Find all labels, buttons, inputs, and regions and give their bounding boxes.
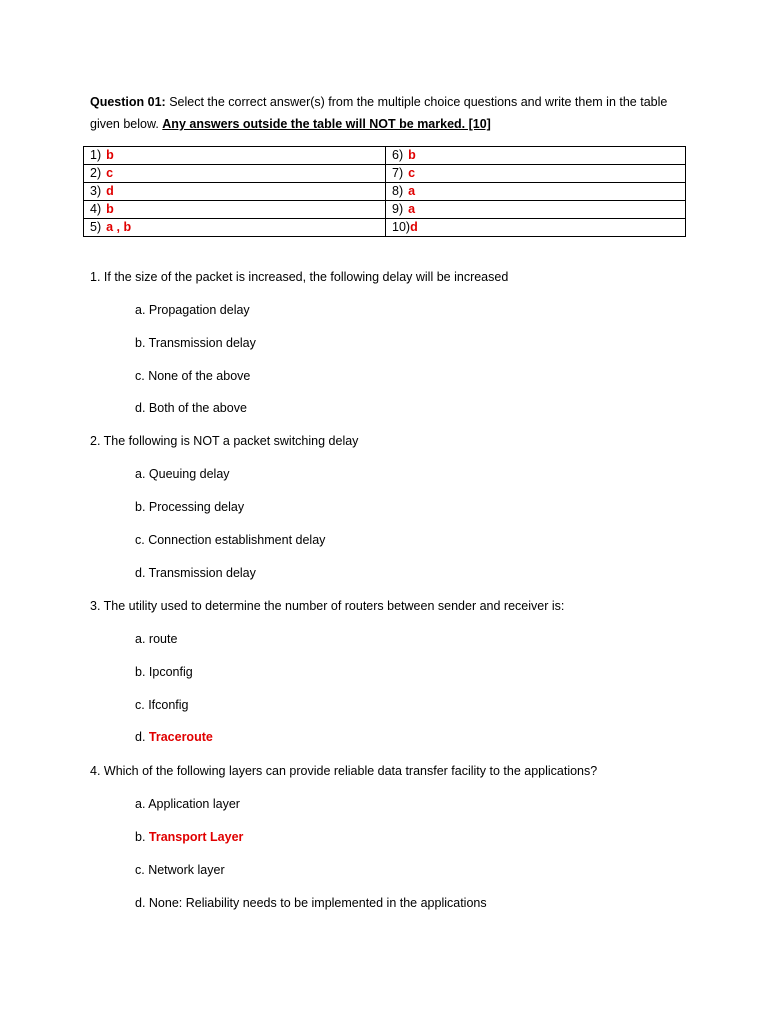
option-prefix: d. [135, 566, 149, 580]
answer-number: 4) [90, 202, 102, 216]
question-4-option-d [135, 896, 487, 910]
option-text: Ipconfig [148, 665, 193, 679]
table-row [84, 219, 686, 237]
option-text: Traceroute [148, 730, 213, 744]
answer-number: 3) [90, 184, 102, 198]
option-prefix: c. [135, 369, 149, 383]
question-2-option-c [135, 533, 325, 547]
option-text: Network layer [148, 863, 225, 877]
marking-warning: Any answers outside the table will NOT be marked. [10] [162, 117, 491, 131]
table-row [84, 147, 686, 165]
option-prefix: a. [135, 797, 149, 811]
option-prefix: d. [135, 401, 149, 415]
answer-cell [84, 147, 386, 165]
question-4-option-c [135, 863, 225, 877]
answer-number: 6) [392, 148, 404, 162]
option-text: None: Reliability needs to be implemented in the applications [148, 896, 487, 910]
option-prefix: a. [135, 303, 149, 317]
question-4-option-b [135, 830, 243, 844]
option-prefix: a. [135, 467, 149, 481]
answer-value: b [408, 148, 416, 162]
question-1-option-a [135, 303, 250, 317]
question-1-option-b [135, 336, 256, 350]
option-prefix: a. [135, 632, 149, 646]
option-prefix: b. [135, 500, 149, 514]
answer-value: a [408, 202, 416, 216]
answer-value: a [408, 184, 416, 198]
option-text: Ifconfig [148, 698, 189, 712]
answer-number: 2) [90, 166, 102, 180]
question-1-option-d [135, 401, 247, 415]
answer-cell [84, 201, 386, 219]
answer-cell [386, 219, 686, 237]
answer-cell [386, 147, 686, 165]
answer-value: c [106, 166, 114, 180]
question-4-text: 4. Which of the following layers can provide reliable data transfer facility to the applications? [90, 764, 598, 778]
option-text: Transport Layer [148, 830, 244, 844]
question-intro [90, 91, 690, 135]
answer-value: d [410, 220, 418, 234]
option-text: Processing delay [148, 500, 245, 514]
option-prefix: d. [135, 730, 149, 744]
answer-number: 10) [392, 220, 411, 234]
table-row [84, 201, 686, 219]
answer-cell [386, 165, 686, 183]
table-row [84, 183, 686, 201]
option-text: Transmission delay [148, 566, 256, 580]
option-text: route [148, 632, 178, 646]
question-instruction: Select the correct answer(s) from the multiple choice questions and write them in the table given below. [90, 95, 668, 131]
answer-value: a , b [106, 220, 132, 234]
question-3-option-a [135, 632, 177, 646]
option-prefix: d. [135, 896, 149, 910]
question-4-option-a [135, 797, 240, 811]
question-1-text: 1. If the size of the packet is increased, the following delay will be increased [90, 270, 509, 284]
answer-number: 5) [90, 220, 102, 234]
answer-number: 7) [392, 166, 404, 180]
option-prefix: c. [135, 698, 149, 712]
answer-number: 8) [392, 184, 404, 198]
option-text: Queuing delay [148, 467, 230, 481]
option-prefix: b. [135, 830, 149, 844]
answer-table [83, 146, 686, 237]
option-prefix: b. [135, 665, 149, 679]
question-3-option-c [135, 698, 189, 712]
answer-cell [84, 219, 386, 237]
question-2-option-a [135, 467, 230, 481]
answer-cell [386, 183, 686, 201]
question-2-option-d [135, 566, 256, 580]
answer-cell [84, 165, 386, 183]
answer-number: 1) [90, 148, 102, 162]
table-row [84, 165, 686, 183]
question-2-text: 2. The following is NOT a packet switching delay [90, 434, 359, 448]
question-2-option-b [135, 500, 244, 514]
answer-cell [84, 183, 386, 201]
question-3-option-b [135, 665, 193, 679]
option-prefix: c. [135, 533, 149, 547]
question-label: Question 01: [90, 95, 166, 109]
option-prefix: b. [135, 336, 149, 350]
answer-number: 9) [392, 202, 404, 216]
answer-value: d [106, 184, 114, 198]
option-text: Connection establishment delay [148, 533, 326, 547]
answer-cell [386, 201, 686, 219]
option-text: Application layer [148, 797, 240, 811]
option-text: Both of the above [148, 401, 247, 415]
answer-value: b [106, 202, 114, 216]
answer-value: c [408, 166, 416, 180]
question-3-option-d [135, 730, 213, 744]
option-prefix: c. [135, 863, 149, 877]
question-1-option-c [135, 369, 250, 383]
option-text: Transmission delay [148, 336, 256, 350]
answer-value: b [106, 148, 114, 162]
option-text: Propagation delay [148, 303, 250, 317]
question-3-text: 3. The utility used to determine the number of routers between sender and receiver is: [90, 599, 565, 613]
option-text: None of the above [148, 369, 251, 383]
